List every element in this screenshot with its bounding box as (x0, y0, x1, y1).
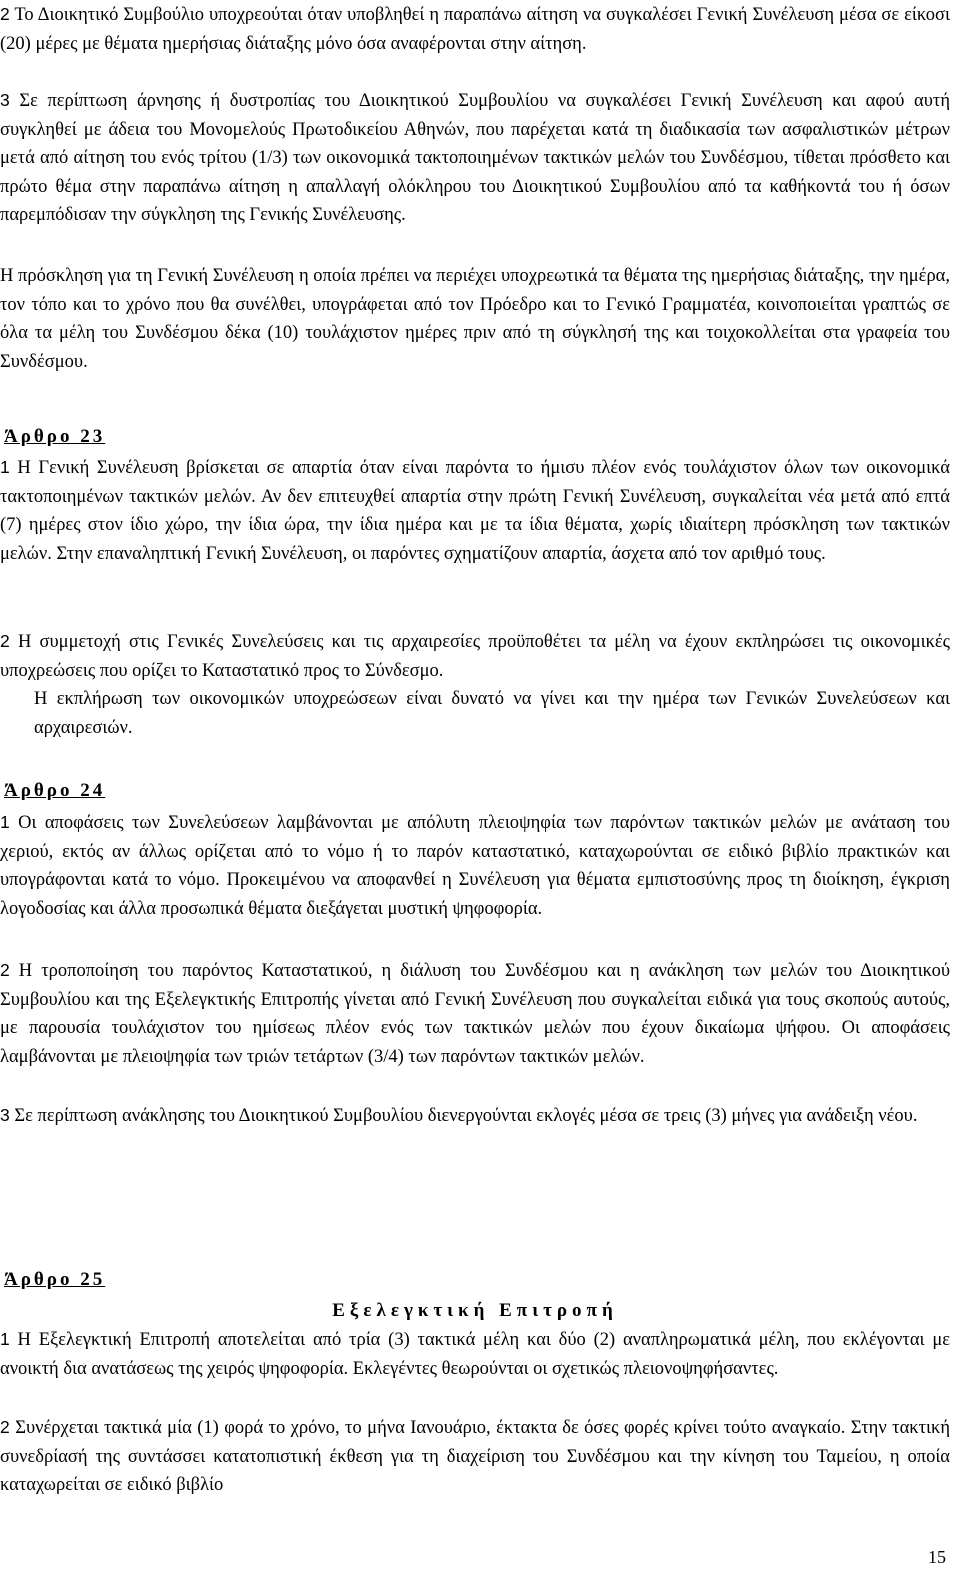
item-number: 2 (0, 4, 10, 24)
item-number: 1 (0, 812, 10, 832)
item-number: 1 (0, 457, 10, 477)
article-25-heading: Άρθρο 25 (4, 1269, 106, 1290)
article-23-paragraph-2b: Η εκπλήρωση των οικονομικών υποχρεώσεων είναι δυνατό να γίνει και την ημέρα των Γενικών Συνελεύσεων και αρχαιρεσιών. (34, 689, 950, 738)
paragraph-text: Οι αποφάσεις των Συνελεύσεων λαμβάνονται με απόλυτη πλειοψηφία των παρόντων τακτικών μελών με ανάταση του χεριού, εκτός αν άλλως ορίζεται από το νόμο ή το παρόν καταστατικό, καταχωρούνται σε ειδικό βιβλίο πρακτικών και υπογράφονται κατά το νόμο. Προκειμένου να αποφανθεί η Συνέλευση για θέματα εμπιστοσύνης προς τη διοίκηση, έγκριση λογοδοσίας και άλλα προσωπικά θέματα διεξάγεται μυστική ψηφοφορία. (0, 813, 951, 919)
paragraph-text: Το Διοικητικό Συμβούλιο υποχρεούται όταν υποβληθεί η παραπάνω αίτηση να συγκαλέσει Γενική Συνέλευση μέσα σε είκοσι (20) μέρες με θέματα ημερήσιας διάταξης μόνο όσα αναφέρονται στην αίτηση. (0, 5, 950, 54)
paragraph-text: Συνέρχεται τακτικά μία (1) φορά το χρόνο, το μήνα Ιανουάριο, έκτακτα δε όσες φορές κρίνει τούτο αναγκαίο. Στην τακτική συνεδρίασή της συντάσσει κατατοπιστική έκθεση για τη διαχείριση του Συνδέσμου και την κίνηση του Ταμείου, η οποία καταχωρείται σε ειδικό βιβλίο (0, 1418, 951, 1495)
article-25-paragraph-2 (0, 1413, 950, 1500)
paragraph-text: Σε περίπτωση ανάκλησης του Διοικητικού Συμβουλίου διενεργούνται εκλογές μέσα σε τρεις (3) μήνες για ανάδειξη νέου. (14, 1106, 918, 1126)
article-24-heading: Άρθρο 24 (4, 780, 106, 801)
page-number: 15 (928, 1547, 946, 1567)
paragraph-text: Η συμμετοχή στις Γενικές Συνελεύσεις και τις αρχαιρεσίες προϋποθέτει τα μέλη να έχουν εκπληρώσει τις οικονομικές υποχρεώσεις που ορίζει το Καταστατικό προς το Σύνδεσμο. (0, 632, 951, 681)
item-number: 1 (0, 1329, 10, 1349)
article-24-paragraph-2 (0, 956, 950, 1071)
item-number: 3 (0, 90, 10, 110)
article-25-title: Εξελεγκτική Επιτροπή (332, 1300, 618, 1321)
paragraph-text: Η πρόσκληση για τη Γενική Συνέλευση η οποία πρέπει να περιέχει υποχρεωτικά τα θέματα της ημερήσιας διάταξης, την ημέρα, τον τόπο και το χρόνο που θα συνέλθει, υπογράφεται από τον Πρόεδρο και το Γενικό Γραμματέα, κοινοποιείται γραπτώς σε όλα τα μέλη του Συνδέσμου δέκα (10) τουλάχιστον ημέρες πριν από τη σύγκλησή της και τοιχοκολλείται στα γραφεία του Συνδέσμου. (0, 266, 950, 372)
paragraph-text: Η Γενική Συνέλευση βρίσκεται σε απαρτία όταν είναι παρόντα το ήμισυ πλέον ενός τουλάχιστον όλων των οικονομικά τακτοποιημένων τακτικών μελών. Αν δεν επιτευχθεί απαρτία στην πρώτη Γενική Συνέλευση, συγκαλείται νέα μετά από επτά (7) ημέρες στον ίδιο χώρο, την ίδια ώρα, την ίδια ημέρα και με τα ίδια θέματα, χωρίς ιδιαίτερη πρόσκληση των τακτικών μελών. Στην επαναληπτική Γενική Συνέλευση, οι παρόντες σχηματίζουν απαρτία, άσχετα από τον αριθμό τους. (0, 458, 951, 564)
paragraph-2-board (0, 0, 950, 58)
paragraph-text: Σε περίπτωση άρνησης ή δυστροπίας του Διοικητικού Συμβουλίου να συγκαλέσει Γενική Συνέλευση και αφού αυτή συγκληθεί με άδεια του Μονομελούς Πρωτοδικείου Αθηνών, που παρέχεται κατά τη διαδικασία των ασφαλιστικών μέτρων μετά από αίτηση του ενός τρίτου (1/3) των οικονομικά τακτοποιημένων τακτικών μελών του Συνδέσμου, τίθεται πρόσθετο και πρώτο θέμα στην παραπάνω αίτηση η απαλλαγή ολόκληρου του Διοικητικού Συμβουλίου από τα καθήκοντά του ή όσων παρεμπόδισαν την σύγκληση της Γενικής Συνέλευσης. (0, 91, 950, 225)
item-number: 3 (0, 1105, 10, 1125)
item-number: 2 (0, 1417, 10, 1437)
item-number: 2 (0, 960, 10, 980)
article-23-paragraph-1 (0, 453, 950, 568)
paragraph-text: Η τροποποίηση του παρόντος Καταστατικού, η διάλυση του Συνδέσμου και η ανάκληση των μελών του Διοικητικού Συμβουλίου και της Εξελεγκτικής Επιτροπής γίνεται από Γενική Συνέλευση που συγκαλείται ειδικά για τους σκοπούς αυτούς, με παρουσία τουλάχιστον του ημίσεως πλέον ενός των τακτικών μελών που έχουν δικαίωμα ψήφου. Οι αποφάσεις λαμβάνονται με πλειοψηφία των τριών τετάρτων (3/4) των παρόντων τακτικών μελών. (0, 961, 950, 1067)
article-23-heading: Άρθρο 23 (4, 426, 106, 447)
paragraph-text: Η Εξελεγκτική Επιτροπή αποτελείται από τρία (3) τακτικά μέλη και δύο (2) αναπληρωματικά μέλη, που εκλέγονται με ανοικτή δια ανατάσεως της χειρός ψηφοφορία. Εκλεγέντες θεωρούνται οι σχετικώς πλειονοψηφήσαντες. (0, 1330, 951, 1379)
paragraph-invitation (0, 262, 950, 376)
item-number: 2 (0, 631, 10, 651)
article-25-paragraph-1 (0, 1325, 950, 1383)
paragraph-3-refusal (0, 86, 950, 230)
article-24-paragraph-1 (0, 808, 950, 923)
article-23-paragraph-2 (0, 627, 950, 685)
article-24-paragraph-3 (0, 1101, 950, 1131)
